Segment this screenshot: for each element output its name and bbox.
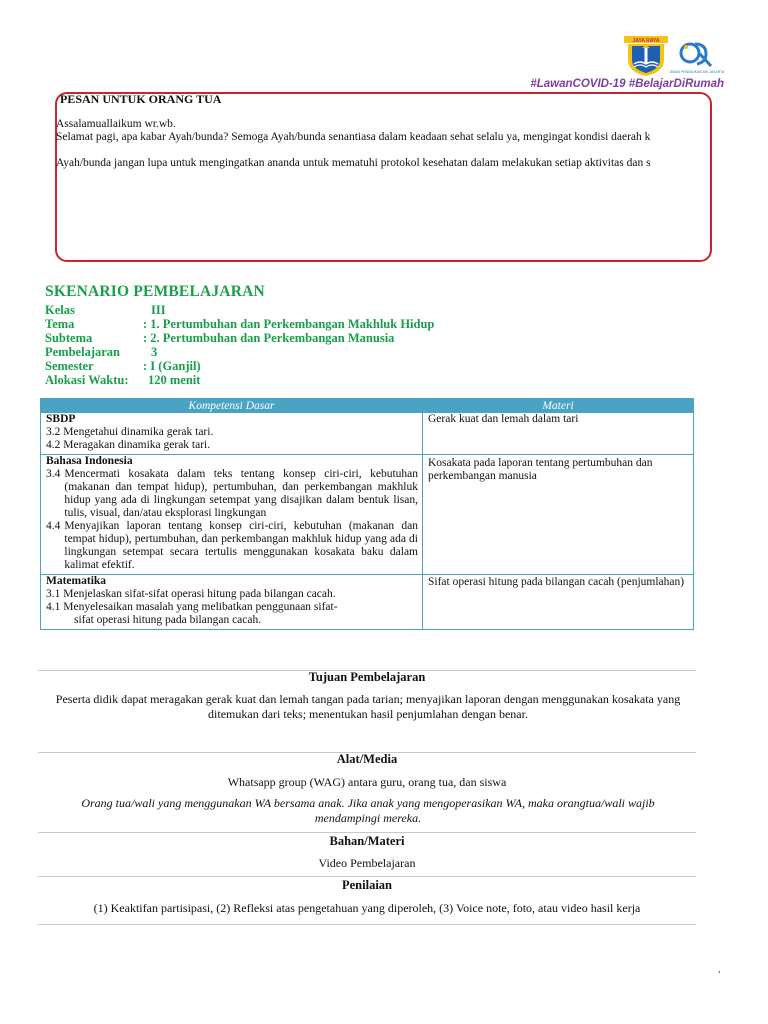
tujuan-text: Peserta didik dapat meragakan gerak kuat dan lemah tangan pada tarian; menyajikan laporan dengan menggunakan kosakata yang ditemukan dari teks; menentukan hasil penjumlahan dengan benar. <box>55 692 681 721</box>
table-header-kompetensi: Kompetensi Dasar <box>41 399 423 413</box>
tujuan-heading: Tujuan Pembelajaran <box>308 670 426 684</box>
skenario-label: Subtema <box>45 331 93 345</box>
table-row <box>41 575 694 630</box>
page-mark: , <box>718 964 721 975</box>
kd-text: Mencermati kosakata dalam teks tentang konsep ciri-ciri, kebutuhan (makanan dan tempat hidup), pertumbuhan, dan perkembangan makhluk hidup yang ada di lingkungan setempat yang disajikan dalam bentuk lisan, tulis, visual, dan/atau eksplorasi lingkungan <box>64 468 418 519</box>
logo-right-text: DINAS PENDIDIKAN DKI JAKARTA <box>669 70 725 74</box>
kd-cell-matematika <box>41 575 423 630</box>
kd-item-continued: sifat operasi hitung pada bilangan cacah. <box>74 614 262 626</box>
alat-note: Orang tua/wali yang menggunakan WA bersama anak. Jika anak yang mengoperasikan WA, maka orangtua/wali wajib mendampingi mereka. <box>81 796 655 825</box>
skenario-label: Semester <box>45 359 94 373</box>
kd-item: 4.2 Meragakan dinamika gerak tari. <box>46 439 211 451</box>
subject-matematika: Matematika <box>46 575 107 587</box>
logo-left-text: JAYA RAYA <box>632 38 660 44</box>
table-header-row <box>41 399 694 413</box>
penilaian-heading: Penilaian <box>341 878 392 892</box>
skenario-row-pembelajaran <box>45 345 158 360</box>
message-line-2: Ayah/bunda jangan lupa untuk mengingatkan ananda untuk mematuhi protokol kesehatan dalam melakukan setiap aktivitas dan s <box>56 157 651 169</box>
materi-cell-matematika: Sifat operasi hitung pada bilangan cacah (penjumlahan) <box>423 575 694 630</box>
message-title: PESAN UNTUK ORANG TUA <box>60 92 222 106</box>
skenario-value: : I (Ganjil) <box>143 359 201 373</box>
table-row <box>41 455 694 575</box>
skenario-value: : 1. Pertumbuhan dan Perkembangan Makhluk Hidup <box>143 317 435 331</box>
kd-number: 4.4 <box>46 520 61 532</box>
skenario-row-subtema <box>45 331 395 346</box>
skenario-value: 120 menit <box>148 373 201 387</box>
kd-item: 3.1 Menjelaskan sifat-sifat operasi hitung pada bilangan cacah. <box>46 588 336 600</box>
alat-text: Whatsapp group (WAG) antara guru, orang tua, dan siswa <box>227 775 507 789</box>
bahan-heading: Bahan/Materi <box>329 834 405 848</box>
kd-text: Menyajikan laporan tentang konsep ciri-ciri, kebutuhan (makanan dan tempat hidup), pertumbuhan, dan perkembangan makhluk hidup yang ada di lingkungan setempat secara tertulis menggunakan kosakata baku dalam kalimat efektif. <box>64 520 418 571</box>
table-row <box>41 413 694 455</box>
subject-sbdp: SBDP <box>46 413 76 425</box>
skenario-value: : 2. Pertumbuhan dan Perkembangan Manusia <box>143 331 395 345</box>
kd-item <box>46 468 418 520</box>
skenario-title: SKENARIO PEMBELAJARAN <box>45 283 265 300</box>
skenario-row-alokasi <box>45 373 201 388</box>
dinas-pendidikan-logo-icon <box>669 40 725 76</box>
kd-number: 3.4 <box>46 468 61 480</box>
kompetensi-table <box>40 398 694 630</box>
skenario-row-tema <box>45 317 435 332</box>
subject-bahasa: Bahasa Indonesia <box>46 455 133 467</box>
kd-item: 3.2 Mengetahui dinamika gerak tari. <box>46 426 214 438</box>
skenario-label: Kelas <box>45 303 75 317</box>
kd-cell-sbdp <box>41 413 423 455</box>
skenario-value: III <box>151 303 166 317</box>
kd-item: 4.1 Menyelesaikan masalah yang melibatkan penggunaan sifat- <box>46 601 338 613</box>
divider <box>38 924 696 925</box>
skenario-row-kelas <box>45 303 166 318</box>
parent-message-box <box>55 92 712 262</box>
kd-cell-bahasa <box>41 455 423 575</box>
divider <box>38 832 696 833</box>
message-greeting: Assalamuallaikum wr.wb. <box>56 118 176 130</box>
penilaian-text: (1) Keaktifan partisipasi, (2) Refleksi atas pengetahuan yang diperoleh, (3) Voice note, foto, atau video hasil kerja <box>93 901 641 915</box>
kd-item <box>46 520 418 572</box>
skenario-label: Pembelajaran <box>45 345 120 359</box>
bahan-text: Video Pembelajaran <box>318 856 416 870</box>
message-line-1: Selamat pagi, apa kabar Ayah/bunda? Semoga Ayah/bunda senantiasa dalam keadaan sehat selalu ya, mengingat kondisi daerah k <box>56 131 651 143</box>
divider <box>38 876 696 877</box>
materi-cell-bahasa: Kosakata pada laporan tentang pertumbuhan dan perkembangan manusia <box>423 455 694 575</box>
skenario-label: Tema <box>45 317 75 331</box>
alat-heading: Alat/Media <box>336 752 398 766</box>
skenario-row-semester <box>45 359 201 374</box>
skenario-label: Alokasi Waktu: <box>45 373 129 387</box>
jakarta-emblem-icon <box>624 36 668 76</box>
materi-cell-sbdp: Gerak kuat dan lemah dalam tari <box>423 413 694 455</box>
skenario-value: 3 <box>151 345 158 359</box>
table-header-materi: Materi <box>423 399 694 413</box>
hashtag-banner: #LawanCOVID-19 #BelajarDiRumah <box>530 78 724 90</box>
